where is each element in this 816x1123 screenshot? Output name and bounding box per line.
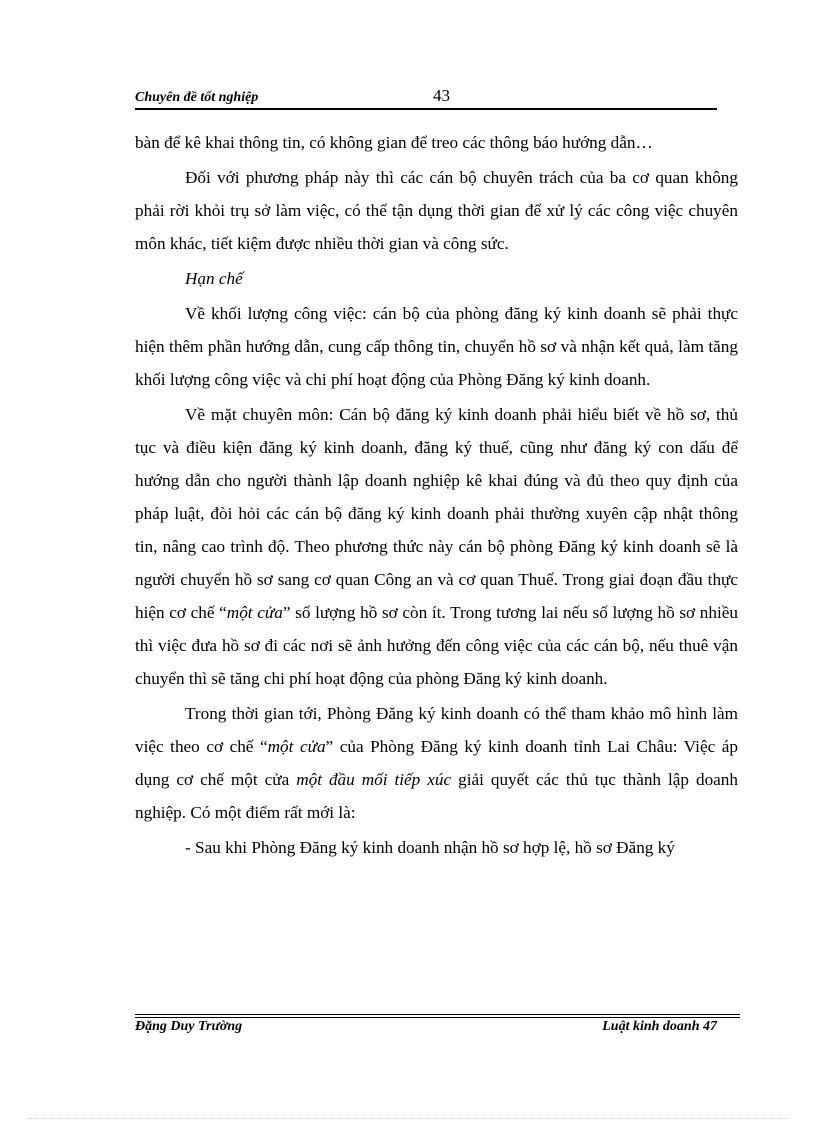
section-heading-limitations: Hạn chế	[185, 269, 243, 288]
page-footer	[135, 1019, 717, 1039]
paragraph-expertise: Về mặt chuyên môn: Cán bộ đăng ký kinh doanh phải hiểu biết về hồ sơ, thủ tục và điều kiện đăng ký kinh doanh, đăng ký thuế, cũng như đăng ký con dấu để hướng dẫn cho người thành lập doanh nghiệp kê khai đúng và đủ theo quy định của pháp luật, đòi hỏi các cán bộ đăng ký kinh doanh phải thường xuyên cập nhật thông tin, nâng cao trình độ. Theo phương thức này cán bộ phòng Đăng ký kinh doanh sẽ là người chuyển hồ sơ sang cơ quan Công an và cơ quan Thuế. Trong giai đoạn đầu thực hiện cơ chế “một cửa” số lượng hồ sơ còn ít. Trong tương lai nếu số lượng hồ sơ nhiều thì việc đưa hồ sơ đi các nơi sẽ ảnh hưởng đến công việc của các cán bộ, nếu thuê vận chuyển thì sẽ tăng chi phí hoạt động của phòng Đăng ký kinh doanh.	[135, 405, 738, 688]
header-title: Chuyên đề tốt nghiệp	[135, 90, 259, 105]
page-edge-divider	[28, 1118, 788, 1119]
paragraph-list-item: - Sau khi Phòng Đăng ký kinh doanh nhận hồ sơ hợp lệ, hồ sơ Đăng ký	[185, 838, 675, 857]
page-number: 43	[433, 86, 450, 105]
footer-author: Đặng Duy Trường	[135, 1019, 243, 1034]
paragraph-lai-chau-model: Trong thời gian tới, Phòng Đăng ký kinh doanh có thể tham khảo mô hình làm việc theo cơ chế “một cửa” của Phòng Đăng ký kinh doanh tỉnh Lai Châu: Việc áp dụng cơ chế một cửa một đầu mối tiếp xúc giải quyết các thủ tục thành lập doanh nghiệp. Có một điểm rất mới là:	[135, 704, 738, 822]
footer-class: Luật kinh doanh 47	[602, 1019, 717, 1034]
footer-rule-bottom	[135, 1017, 740, 1018]
paragraph-continuation: bàn để kê khai thông tin, có không gian để treo các thông báo hướng dẫn…	[135, 133, 653, 152]
paragraph-workload: Về khối lượng công việc: cán bộ của phòng đăng ký kinh doanh sẽ phải thực hiện thêm phần hướng dẫn, cung cấp thông tin, chuyển hồ sơ và nhận kết quả, làm tăng khối lượng công việc và chi phí hoạt động của Phòng Đăng ký kinh doanh.	[135, 304, 738, 389]
paragraph-method-benefit: Đối với phương pháp này thì các cán bộ chuyên trách của ba cơ quan không phải rời khỏi trụ sở làm việc, có thể tận dụng thời gian để xử lý các công việc chuyên môn khác, tiết kiệm được nhiều thời gian và công sức.	[135, 168, 738, 253]
footer-rule-top	[135, 1014, 740, 1015]
document-body	[135, 126, 738, 866]
page-header	[135, 86, 717, 110]
